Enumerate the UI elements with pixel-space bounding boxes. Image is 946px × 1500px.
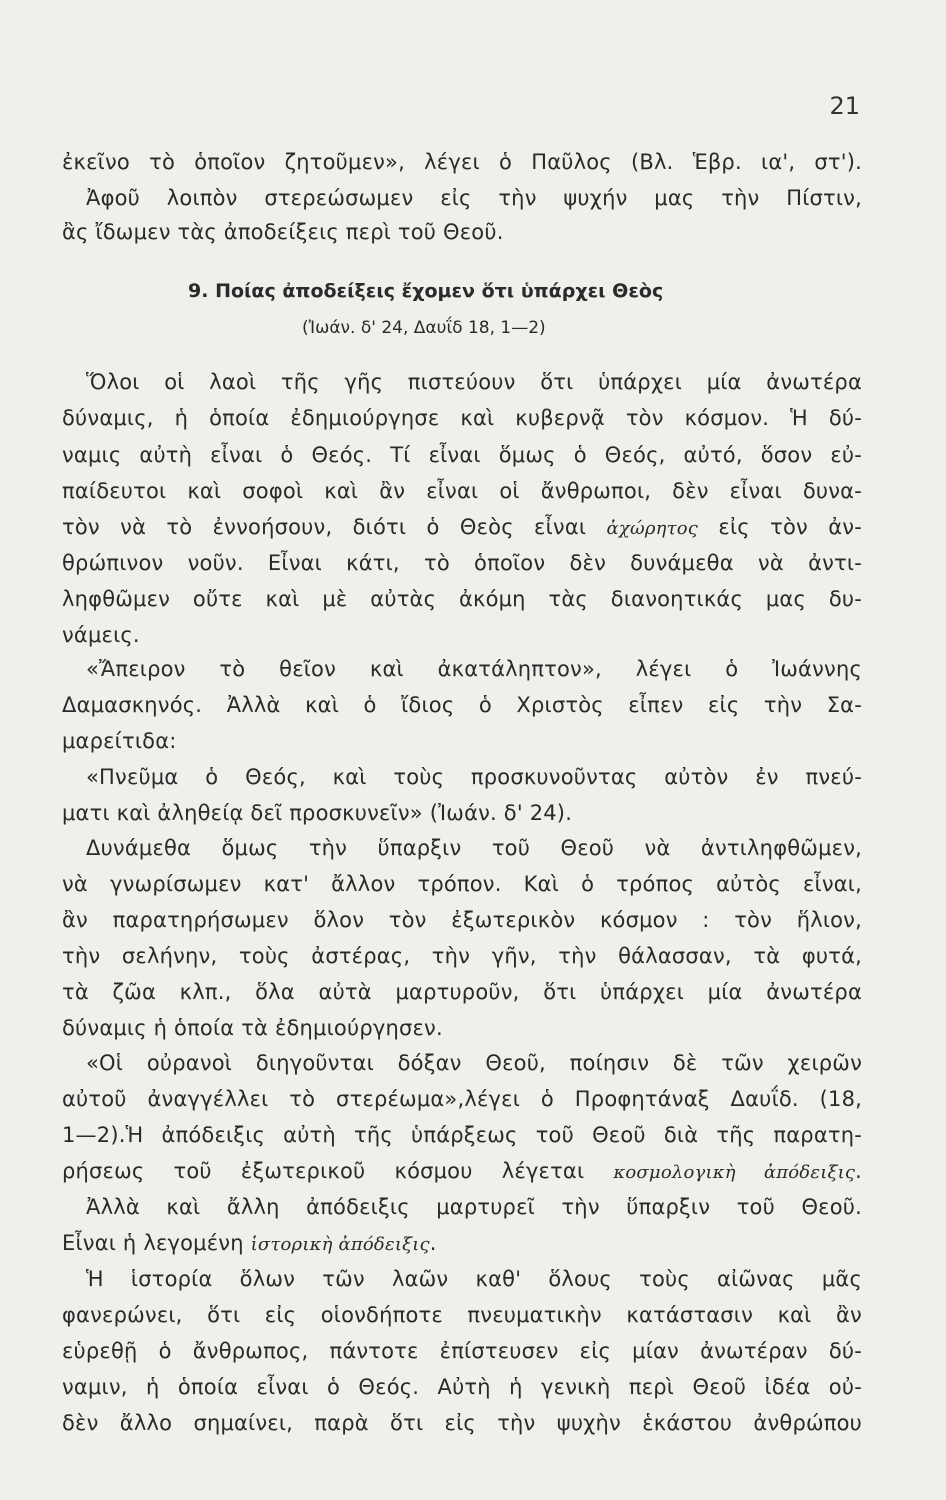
text-line: ναμις αὐτὴ εἶναι ὁ Θεός. Τί εἶναι ὅμως ὁ Θεός, αὐτό, ὅσον εὐ-: [62, 443, 862, 467]
text-line: θρώπινον νοῦν. Εἶναι κάτι, τὸ ὁποῖον δὲν δυνάμεθα νὰ ἀντι-: [62, 551, 862, 575]
text-line: «Πνεῦμα ὁ Θεός, καὶ τοὺς προσκυνοῦντας αὐτὸν ἐν πνεύ-: [86, 765, 862, 789]
text-line: Δαμασκηνός. Ἀλλὰ καὶ ὁ ἴδιος ὁ Χριστὸς εἶπεν εἰς τὴν Σα-: [62, 693, 862, 717]
text-line: ματι καὶ ἀληθείᾳ δεῖ προσκυνεῖν» (Ἰωάν. δ' 24).: [62, 801, 573, 825]
text-line: αὐτοῦ ἀναγγέλλει τὸ στερέωμα»,λέγει ὁ Προφητάναξ Δαυΐδ. (18,: [62, 1087, 862, 1111]
text-line: ἐκεῖνο τὸ ὁποῖον ζητοῦμεν», λέγει ὁ Παῦλος (Βλ. Ἑβρ. ια', στ').: [62, 150, 862, 174]
italic-term: ἱστορικὴ ἀπόδειξις: [250, 1234, 430, 1255]
section-number: 9.: [188, 280, 209, 302]
text-line: δὲν ἄλλο σημαίνει, παρὰ ὅτι εἰς τὴν ψυχὴν ἑκάστου ἀνθρώπου: [62, 1411, 862, 1435]
text-line: νάμεις.: [62, 623, 140, 647]
text-line: ρήσεως τοῦ ἐξωτερικοῦ κόσμου λέγεται κοσμολογικὴ ἀπόδειξις.: [62, 1159, 862, 1183]
italic-term: ἀχώρητος: [606, 518, 699, 539]
text-line: ναμιν, ἡ ὁποία εἶναι ὁ Θεός. Αὐτὴ ἡ γενικὴ περὶ Θεοῦ ἰδέα οὐ-: [62, 1375, 862, 1399]
section-title: Ποίας ἀποδείξεις ἔχομεν ὅτι ὑπάρχει Θεὸς: [215, 280, 664, 302]
text-line: ληφθῶμεν οὔτε καὶ μὲ αὐτὰς ἀκόμη τὰς διανοητικάς μας δυ-: [62, 587, 862, 611]
text-line: παίδευτοι καὶ σοφοὶ καὶ ἂν εἶναι οἱ ἄνθρωποι, δὲν εἶναι δυνα-: [62, 479, 862, 503]
italic-term: κοσμολογικὴ ἀπόδειξις: [613, 1162, 856, 1183]
section-heading: [188, 280, 663, 302]
text-line: μαρείτιδα:: [62, 729, 177, 753]
text-line: νὰ γνωρίσωμεν κατ' ἄλλον τρόπον. Καὶ ὁ τρόπος αὐτὸς εἶναι,: [62, 872, 862, 896]
section-reference: (Ἰωάν. δ' 24, Δαυΐδ 18, 1—2): [302, 318, 546, 338]
text-line: ἂν παρατηρήσωμεν ὅλον τὸν ἐξωτερικὸν κόσμον : τὸν ἥλιον,: [62, 908, 862, 932]
text-line: Ἀλλὰ καὶ ἄλλη ἀπόδειξις μαρτυρεῖ τὴν ὕπαρξιν τοῦ Θεοῦ.: [86, 1195, 862, 1219]
text-line: τὸν νὰ τὸ ἐννοήσουν, διότι ὁ Θεὸς εἶναι ἀχώρητος εἰς τὸν ἀν-: [62, 515, 862, 539]
text-line: «Οἱ οὐρανοὶ διηγοῦνται δόξαν Θεοῦ, ποίησιν δὲ τῶν χειρῶν: [86, 1051, 862, 1075]
text-line: τὰ ζῶα κλπ., ὅλα αὐτὰ μαρτυροῦν, ὅτι ὑπάρχει μία ἀνωτέρα: [62, 980, 862, 1004]
text-line: «Ἄπειρον τὸ θεῖον καὶ ἀκατάληπτον», λέγει ὁ Ἰωάννης: [86, 657, 862, 681]
text-line: δύναμις, ἡ ὁποία ἐδημιούργησε καὶ κυβερνᾷ τὸν κόσμον. Ἡ δύ-: [62, 406, 862, 430]
text-line: Ἀφοῦ λοιπὸν στερεώσωμεν εἰς τὴν ψυχήν μας τὴν Πίστιν,: [86, 186, 862, 210]
text-line: εὑρεθῇ ὁ ἄνθρωπος, πάντοτε ἐπίστευσεν εἰς μίαν ἀνωτέραν δύ-: [62, 1339, 862, 1363]
text-line: 1—2).Ἡ ἀπόδειξις αὐτὴ τῆς ὑπάρξεως τοῦ Θεοῦ διὰ τῆς παρατη-: [62, 1123, 862, 1147]
text-line: Εἶναι ἡ λεγομένη ἱστορικὴ ἀπόδειξις.: [62, 1231, 437, 1255]
text-line: Ὅλοι οἱ λαοὶ τῆς γῆς πιστεύουν ὅτι ὑπάρχει μία ἀνωτέρα: [86, 370, 862, 394]
text-line: Δυνάμεθα ὅμως τὴν ὕπαρξιν τοῦ Θεοῦ νὰ ἀντιληφθῶμεν,: [86, 836, 862, 860]
text-line: δύναμις ἡ ὁποία τὰ ἐδημιούργησεν.: [62, 1016, 443, 1040]
text-line: ἂς ἴδωμεν τὰς ἀποδείξεις περὶ τοῦ Θεοῦ.: [62, 220, 504, 244]
text-line: Ἡ ἱστορία ὅλων τῶν λαῶν καθ' ὅλους τοὺς αἰῶνας μᾶς: [86, 1267, 862, 1291]
page-number: 21: [829, 92, 860, 120]
text-line: τὴν σελήνην, τοὺς ἀστέρας, τὴν γῆν, τὴν θάλασσαν, τὰ φυτά,: [62, 944, 862, 968]
text-line: φανερώνει, ὅτι εἰς οἱονδήποτε πνευματικὴν κατάστασιν καὶ ἂν: [62, 1303, 862, 1327]
